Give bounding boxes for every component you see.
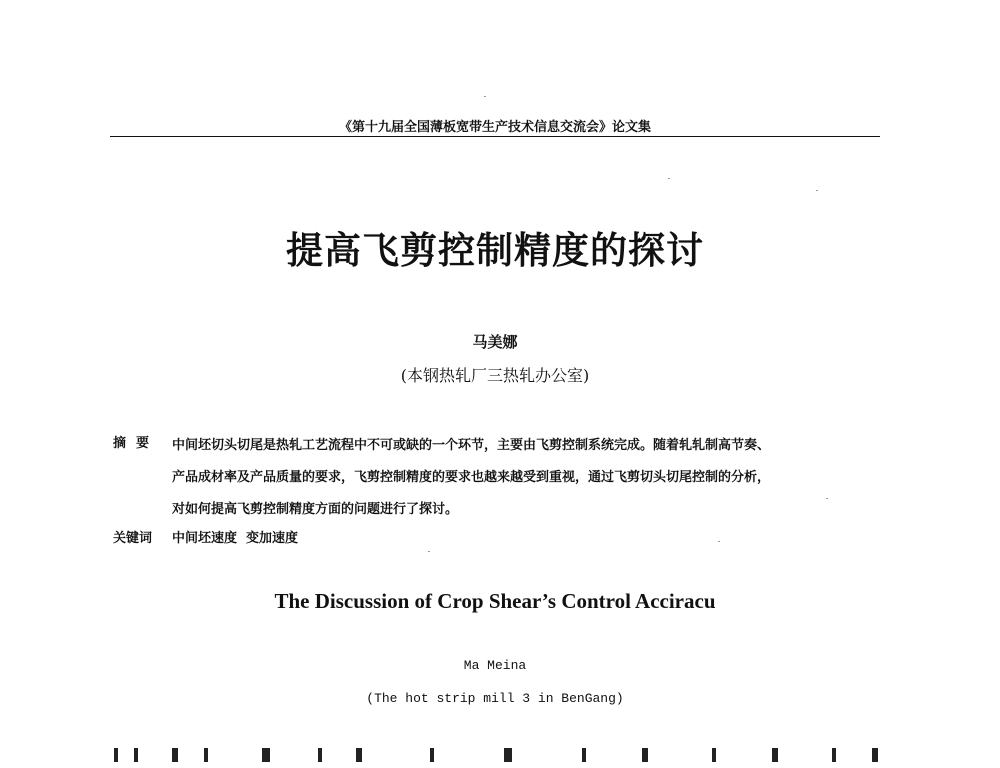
abstract-line: 对如何提高飞剪控制精度方面的问题进行了探讨。 <box>172 502 459 517</box>
scan-speck <box>484 96 486 97</box>
keywords-body: 中间坯速度 变加速度 <box>172 531 299 546</box>
english-title: The Discussion of Crop Shear’s Control Acciracu <box>274 589 716 613</box>
abstract-body <box>172 430 892 526</box>
english-author: Ma Meina <box>463 658 527 673</box>
scan-speck <box>718 541 720 542</box>
proceedings-header: 《第十九届全国薄板宽带生产技术信息交流会》论文集 <box>338 120 651 135</box>
scan-speck <box>668 178 670 179</box>
abstract-line: 中间坯切头切尾是热轧工艺流程中不可或缺的一个环节，主要由飞剪控制系统完成。随着轧轧制高节奏、 <box>172 438 771 453</box>
author-name: 马美娜 <box>472 333 518 351</box>
header-rule <box>110 136 880 137</box>
author-affiliation: (本钢热轧厂三热轧办公室) <box>400 366 590 385</box>
paper-title: 提高飞剪控制精度的探讨 <box>286 228 704 272</box>
scan-speck <box>816 190 818 191</box>
scan-speck <box>428 551 430 552</box>
keywords-label: 关键词 <box>113 531 153 546</box>
english-affiliation: (The hot strip mill 3 in BenGang) <box>366 691 624 706</box>
abstract-label: 摘要 <box>113 436 160 451</box>
abstract-line: 产品成材率及产品质量的要求，飞剪控制精度的要求也越来越受到重视，通过飞剪切头切尾控制的分析， <box>172 470 771 485</box>
cutoff-text-line <box>112 748 892 768</box>
